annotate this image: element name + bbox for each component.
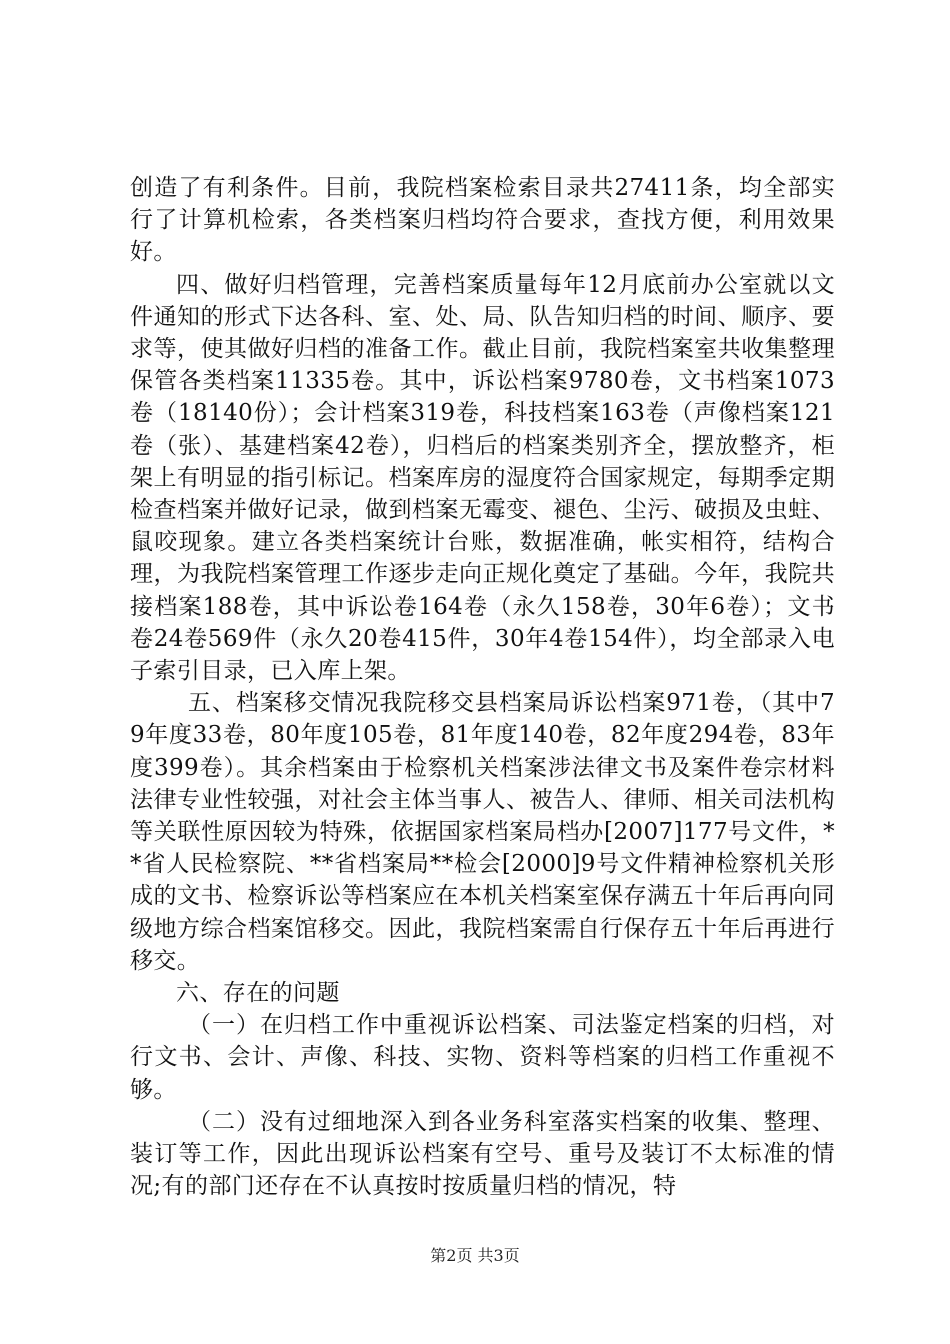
document-body [130,172,835,1203]
paragraph-archive-transfer: 五、档案移交情况我院移交县档案局诉讼档案971卷，（其中79年度33卷，80年度105卷，81年度140卷，82年度294卷，83年度399卷）。其余档案由于检察机关档案涉法律文书及案件卷宗材料法律专业性较强，对社会主体当事人、被告人、律师、相关司法机构等关联性原因较为特殊，依据国家档案局档办[2007]177号文件，**省人民检察院、**省档案局**检会[2000]9号文件精神检察机关形成的文书、检察诉讼等档案应在本机关档案室保存满五十年后再向同级地方综合档案馆移交。因此，我院档案需自行保存五十年后再进行移交。 [130,690,835,974]
paragraph-retrieval-catalog: 创造了有利条件。目前，我院档案检索目录共27411条，均全部实行了计算机检索，各类档案归档均符合要求，查找方便，利用效果好。 [130,175,835,266]
section-heading-problems: 六、存在的问题 [176,980,340,1007]
paragraph-archiving-management: 四、做好归档管理，完善档案质量每年12月底前办公室就以文件通知的形式下达各科、室、处、局、队告知归档的时间、顺序、要求等，使其做好归档的准备工作。截止目前，我院档案室共收集整理保管各类档案11335卷。其中，诉讼档案9780卷，文书档案1073卷（18140份）；会计档案319卷，科技档案163卷（声像档案121卷（张）、基建档案42卷），归档后的档案类别齐全，摆放整齐，柜架上有明显的指引标记。档案库房的湿度符合国家规定，每期季定期检查档案并做好记录，做到档案无霉变、褪色、尘污、破损及虫蛀、鼠咬现象。建立各类档案统计台账，数据准确，帐实相符，结构合理，为我院档案管理工作逐步走向正规化奠定了基础。今年，我院共接档案188卷，其中诉讼卷164卷（永久158卷，30年6卷）；文书卷24卷569件（永久20卷415件，30年4卷154件），均全部录入电子索引目录，已入库上架。 [130,271,835,685]
page-number-footer: 第2页 共3页 [430,1246,520,1265]
paragraph-problem-two: （二）没有过细地深入到各业务科室落实档案的收集、整理、装订等工作，因此出现诉讼档案有空号、重号及装订不太标准的情况;有的部门还存在不认真按时按质量归档的情况，特 [130,1108,835,1200]
paragraph-problem-one: （一）在归档工作中重视诉讼档案、司法鉴定档案的归档，对行文书、会计、声像、科技、实物、资料等档案的归档工作重视不够。 [130,1012,835,1103]
